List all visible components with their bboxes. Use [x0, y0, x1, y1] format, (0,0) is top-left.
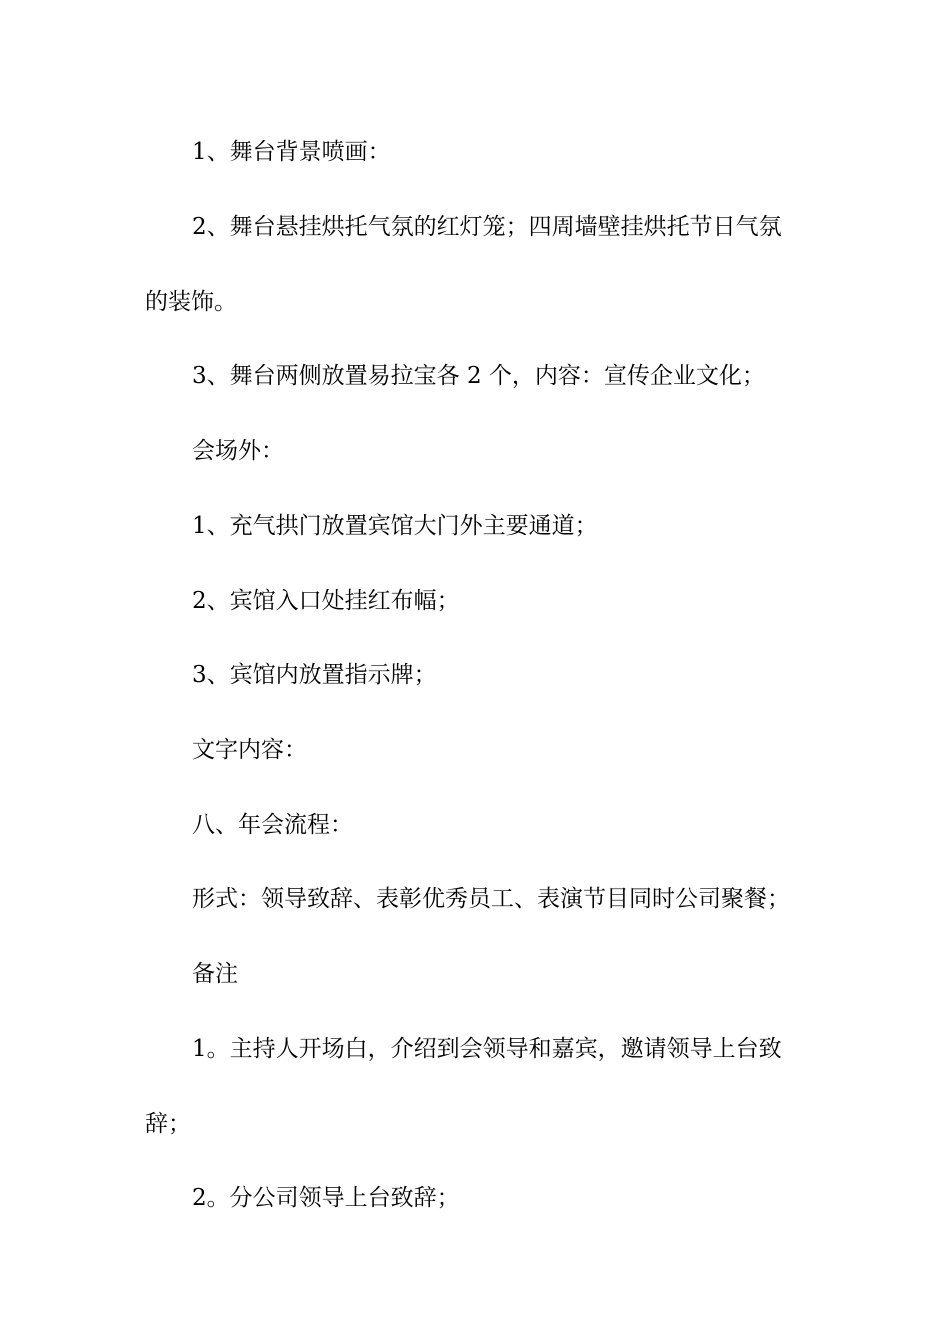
section-heading: 八、年会流程： [192, 812, 353, 838]
text-line: 1、舞台背景喷画： [192, 139, 391, 165]
text-line: 形式：领导致辞、表彰优秀员工、表演节目同时公司聚餐； [192, 886, 790, 912]
text-line: 2。分公司领导上台致辞； [192, 1185, 460, 1211]
text-line: 3、舞台两侧放置易拉宝各 2 个，内容：宣传企业文化； [192, 363, 765, 389]
text-line: 文字内容： [192, 737, 307, 763]
text-line: 1。主持人开场白，介绍到会领导和嘉宾，邀请领导上台致 [192, 1036, 782, 1062]
text-line: 备注 [192, 961, 238, 987]
text-line: 3、宾馆内放置指示牌； [192, 662, 437, 688]
text-line: 1、充气拱门放置宾馆大门外主要通道； [192, 513, 598, 539]
text-line: 2、舞台悬挂烘托气氛的红灯笼；四周墙壁挂烘托节日气氛 [192, 214, 782, 240]
text-line: 辞； [145, 1111, 191, 1137]
text-line: 会场外： [192, 438, 284, 464]
text-line: 的装饰。 [145, 289, 237, 315]
text-line: 2、宾馆入口处挂红布幅； [192, 588, 460, 614]
